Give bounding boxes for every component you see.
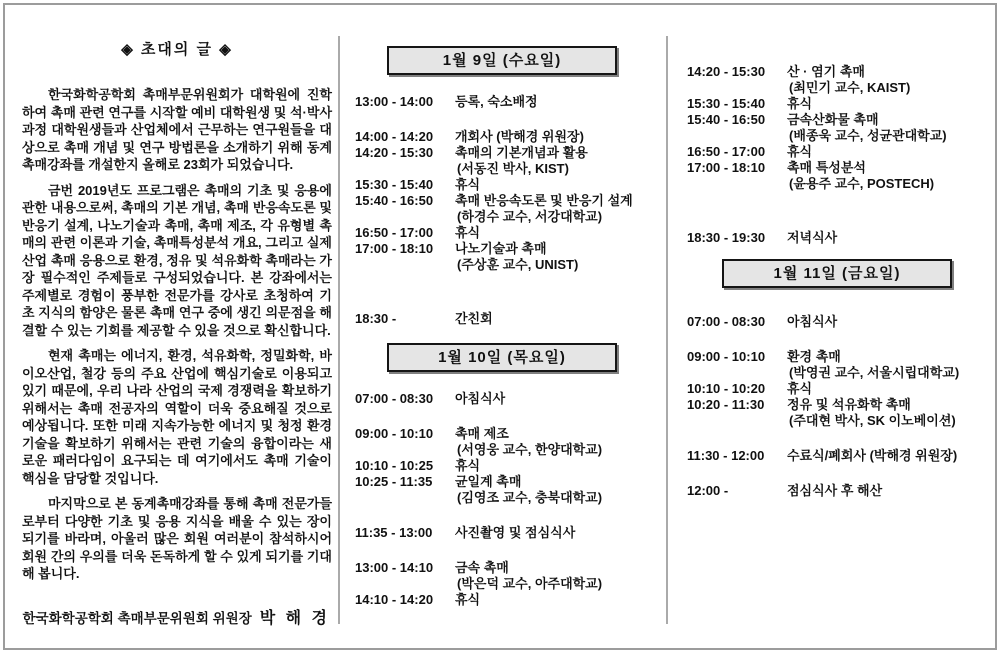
schedule-row	[352, 129, 652, 145]
schedule-block	[352, 94, 652, 110]
event-line: (윤용주 교수, POSTECH)	[789, 176, 935, 191]
event-line: (최민기 교수, KAIST)	[789, 80, 911, 95]
event-line: 촉매 특성분석	[787, 160, 866, 175]
schedule-row	[352, 193, 652, 225]
schedule-row	[352, 592, 652, 608]
event	[787, 64, 990, 96]
schedule-row	[684, 483, 990, 499]
event-line: 휴식	[787, 96, 813, 111]
schedule-block	[352, 311, 652, 327]
schedule-row	[684, 448, 990, 464]
schedule-row	[352, 426, 652, 458]
time-range: 15:30 - 15:40	[687, 96, 766, 111]
column-divider-right	[666, 36, 668, 624]
schedule-row	[684, 96, 990, 112]
time-range: 10:10 - 10:20	[687, 381, 766, 396]
event-line: 촉매 제조	[455, 426, 509, 441]
schedule-row	[684, 349, 990, 381]
event	[787, 314, 990, 330]
event	[455, 225, 652, 241]
schedule-row	[352, 560, 652, 592]
event	[455, 241, 652, 273]
day1-section	[352, 46, 652, 327]
time-range: 15:40 - 16:50	[355, 193, 434, 208]
event	[455, 474, 652, 506]
time-range: 12:00 -	[687, 483, 729, 498]
day2-schedule	[352, 391, 652, 608]
schedule-row	[684, 230, 990, 246]
schedule-block	[352, 525, 652, 541]
day1-schedule	[352, 94, 652, 327]
schedule-row	[684, 381, 990, 397]
event-line: (배종욱 교수, 성균관대학교)	[789, 128, 947, 143]
event	[455, 94, 652, 110]
event-line: 촉매 반응속도론 및 반응기 설계	[455, 193, 633, 208]
invitation-paragraph: 금번 2019년도 프로그램은 촉매의 기초 및 응용에 관한 내용으로써, 촉매의 기본 개념, 촉매 반응속도론 및 반응기 설계, 나노기술과 촉매, 촉매 제조, 각 유형별 촉매의 관련 이론과 기술, 촉매특성분석 개요, 그리고 실제 산업 촉매 응용으로 환경, 정유 및 석유화학 촉매라는 가장 필수적인 주제들로 구성되었습니다. 본 강좌에서는 주제별로 경험이 풍부한 전문가를 강사로 초청하여 기초 지식의 함양은 물론 촉매 연구 중에 생긴 의문점을 해결할 수 있는 기회를 제공할 수 있을 것으로 확신합니다.	[22, 182, 332, 338]
time-range: 13:00 - 14:10	[355, 560, 434, 575]
event-line: 휴식	[787, 381, 813, 396]
event	[455, 458, 652, 474]
event	[787, 112, 990, 144]
schedule-block	[684, 314, 990, 330]
time-range: 07:00 - 08:30	[687, 314, 766, 329]
event	[455, 145, 652, 177]
time-range: 09:00 - 10:10	[355, 426, 434, 441]
time-range: 16:50 - 17:00	[687, 144, 766, 159]
schedule-block	[684, 349, 990, 429]
event	[455, 311, 652, 327]
time-range: 10:10 - 10:25	[355, 458, 434, 473]
event-line: 산 · 염기 촉매	[787, 64, 865, 79]
column-divider-left	[338, 36, 340, 624]
schedule-row	[352, 241, 652, 273]
time-range: 14:00 - 14:20	[355, 129, 434, 144]
day2-continued-schedule	[684, 64, 990, 246]
schedule-row	[352, 94, 652, 110]
schedule-row	[352, 225, 652, 241]
event-line: (하경수 교수, 서강대학교)	[457, 209, 603, 224]
event	[787, 381, 990, 397]
schedule-block	[352, 560, 652, 608]
schedule-row	[352, 458, 652, 474]
event	[787, 349, 990, 381]
time-range: 10:25 - 11:35	[355, 474, 433, 489]
event-line: 점심식사 후 해산	[787, 483, 883, 498]
event	[455, 426, 652, 458]
event-line: 휴식	[787, 144, 813, 159]
day3-header: 1월 11일 (금요일)	[722, 259, 952, 288]
time-range: 11:35 - 13:00	[355, 525, 433, 540]
schedule-row	[352, 474, 652, 506]
event	[787, 144, 990, 160]
time-range: 18:30 -	[355, 311, 397, 326]
event	[787, 483, 990, 499]
time-range: 18:30 - 19:30	[687, 230, 766, 245]
schedule-block	[352, 426, 652, 506]
schedule-block	[352, 129, 652, 273]
day2-header: 1월 10일 (목요일)	[387, 343, 617, 372]
day3-section	[684, 259, 990, 499]
day2-continued-section	[684, 64, 990, 246]
event-line: 나노기술과 촉매	[455, 241, 547, 256]
time-range: 17:00 - 18:10	[687, 160, 766, 175]
schedule-block	[684, 448, 990, 464]
time-range: 11:30 - 12:00	[687, 448, 765, 463]
event	[787, 96, 990, 112]
event-line: (박은덕 교수, 아주대학교)	[457, 576, 603, 591]
event-line: (김영조 교수, 충북대학교)	[457, 490, 603, 505]
schedule-block	[352, 391, 652, 407]
time-range: 15:40 - 16:50	[687, 112, 766, 127]
event	[455, 525, 652, 541]
invitation-paragraph: 현재 촉매는 에너지, 환경, 석유화학, 정밀화학, 바이오산업, 철강 등의 주요 산업에 핵심기술로 이용되고 있기 때문에, 우리 나라 산업의 국제 경쟁력을 확보하기 위해서는 촉매 전공자의 역할이 더욱 중요해질 것으로 예상됩니다. 또한 미래 지속가능한 에너지 및 청정 환경기술을 확보하기 위해서는 관련 기술의 융합이라는 새로운 패러다임이 요구되는 데 여기에서도 촉매 기술이 핵심을 담당할 것입니다.	[22, 348, 332, 486]
event-line: 금속 촉매	[455, 560, 509, 575]
schedule-row	[684, 144, 990, 160]
invitation-paragraph: 마지막으로 본 동계촉매강좌를 통해 촉매 전문가들로부터 다양한 기초 및 응용 지식을 배울 수 있는 장이 되기를 바라며, 아울러 많은 회원 여러분이 참석하시어 회원 간의 우의를 더욱 돈독하게 할 수 있게 되기를 기대해 봅니다.	[22, 496, 332, 581]
day2-section	[352, 343, 652, 608]
event-line: 간친회	[455, 311, 493, 326]
schedule-row	[684, 397, 990, 429]
event-line: (서영웅 교수, 한양대학교)	[457, 442, 603, 457]
event-line: (박영권 교수, 서울시립대학교)	[789, 365, 960, 380]
event-line: 휴식	[455, 458, 481, 473]
event-line: 휴식	[455, 592, 481, 607]
schedule-row	[352, 145, 652, 177]
event	[787, 397, 990, 429]
schedule-row	[684, 112, 990, 144]
event-line: (주상훈 교수, UNIST)	[457, 257, 579, 272]
time-range: 17:00 - 18:10	[355, 241, 434, 256]
event-line: 사진촬영 및 점심식사	[455, 525, 576, 540]
time-range: 14:20 - 15:30	[687, 64, 766, 79]
event-line: 개회사 (박해경 위원장)	[455, 129, 584, 144]
schedule-row	[684, 64, 990, 96]
time-range: 13:00 - 14:00	[355, 94, 434, 109]
event	[787, 160, 990, 192]
event-line: 환경 촉매	[787, 349, 841, 364]
schedule-block	[684, 64, 990, 192]
signature-line	[22, 605, 332, 628]
invitation-paragraph: 한국화학공학회 촉매부문위원회가 대학원에 진학하여 촉매 관련 연구를 시작할 예비 대학원생 및 석·박사 과정 대학원생들과 산업체에서 근무하는 연구원들을 대상으로 촉매 개념 및 연구 방법론을 소개하기 위해 동계촉매강좌를 개설한지 올해로 23회가 되었습니다.	[22, 87, 332, 172]
schedule-block	[684, 230, 990, 246]
schedule-row	[684, 160, 990, 192]
event-line: (서동진 박사, KIST)	[457, 161, 569, 176]
time-range: 16:50 - 17:00	[355, 225, 434, 240]
event-line: 균일계 촉매	[455, 474, 522, 489]
schedule-row	[352, 311, 652, 327]
event-line: 촉매의 기본개념과 활용	[455, 145, 588, 160]
schedule-row	[352, 177, 652, 193]
day3-schedule	[684, 314, 990, 499]
time-range: 09:00 - 10:10	[687, 349, 766, 364]
event-line: 금속산화물 촉매	[787, 112, 879, 127]
schedule-block	[684, 483, 990, 499]
time-range: 14:20 - 15:30	[355, 145, 434, 160]
event-line: 등록, 숙소배정	[455, 94, 538, 109]
signature-title: 한국화학공학회 촉매부문위원회 위원장	[22, 610, 252, 626]
schedule-row	[352, 391, 652, 407]
schedule-row	[352, 525, 652, 541]
event-line: 정유 및 석유화학 촉매	[787, 397, 911, 412]
invitation-title: ◈ 초대의 글 ◈	[121, 41, 233, 58]
event-line: (주대현 박사, SK 이노베이션)	[789, 413, 956, 428]
event	[455, 592, 652, 608]
day1-header: 1월 9일 (수요일)	[387, 46, 617, 75]
event	[455, 391, 652, 407]
time-range: 07:00 - 08:30	[355, 391, 434, 406]
event	[455, 177, 652, 193]
event	[455, 193, 652, 225]
event-line: 저녁식사	[787, 230, 838, 245]
event	[787, 230, 990, 246]
event	[455, 129, 652, 145]
schedule-row	[684, 314, 990, 330]
invitation-section	[22, 38, 332, 628]
event-line: 아침식사	[787, 314, 838, 329]
event-line: 수료식/폐회사 (박해경 위원장)	[787, 448, 958, 463]
signature-name: 박 해 경	[259, 609, 330, 627]
time-range: 14:10 - 14:20	[355, 592, 434, 607]
time-range: 15:30 - 15:40	[355, 177, 434, 192]
event-line: 휴식	[455, 177, 481, 192]
event	[455, 560, 652, 592]
time-range: 10:20 - 11:30	[687, 397, 765, 412]
invitation-body	[22, 86, 332, 583]
event-line: 아침식사	[455, 391, 506, 406]
event-line: 휴식	[455, 225, 481, 240]
event	[787, 448, 990, 464]
